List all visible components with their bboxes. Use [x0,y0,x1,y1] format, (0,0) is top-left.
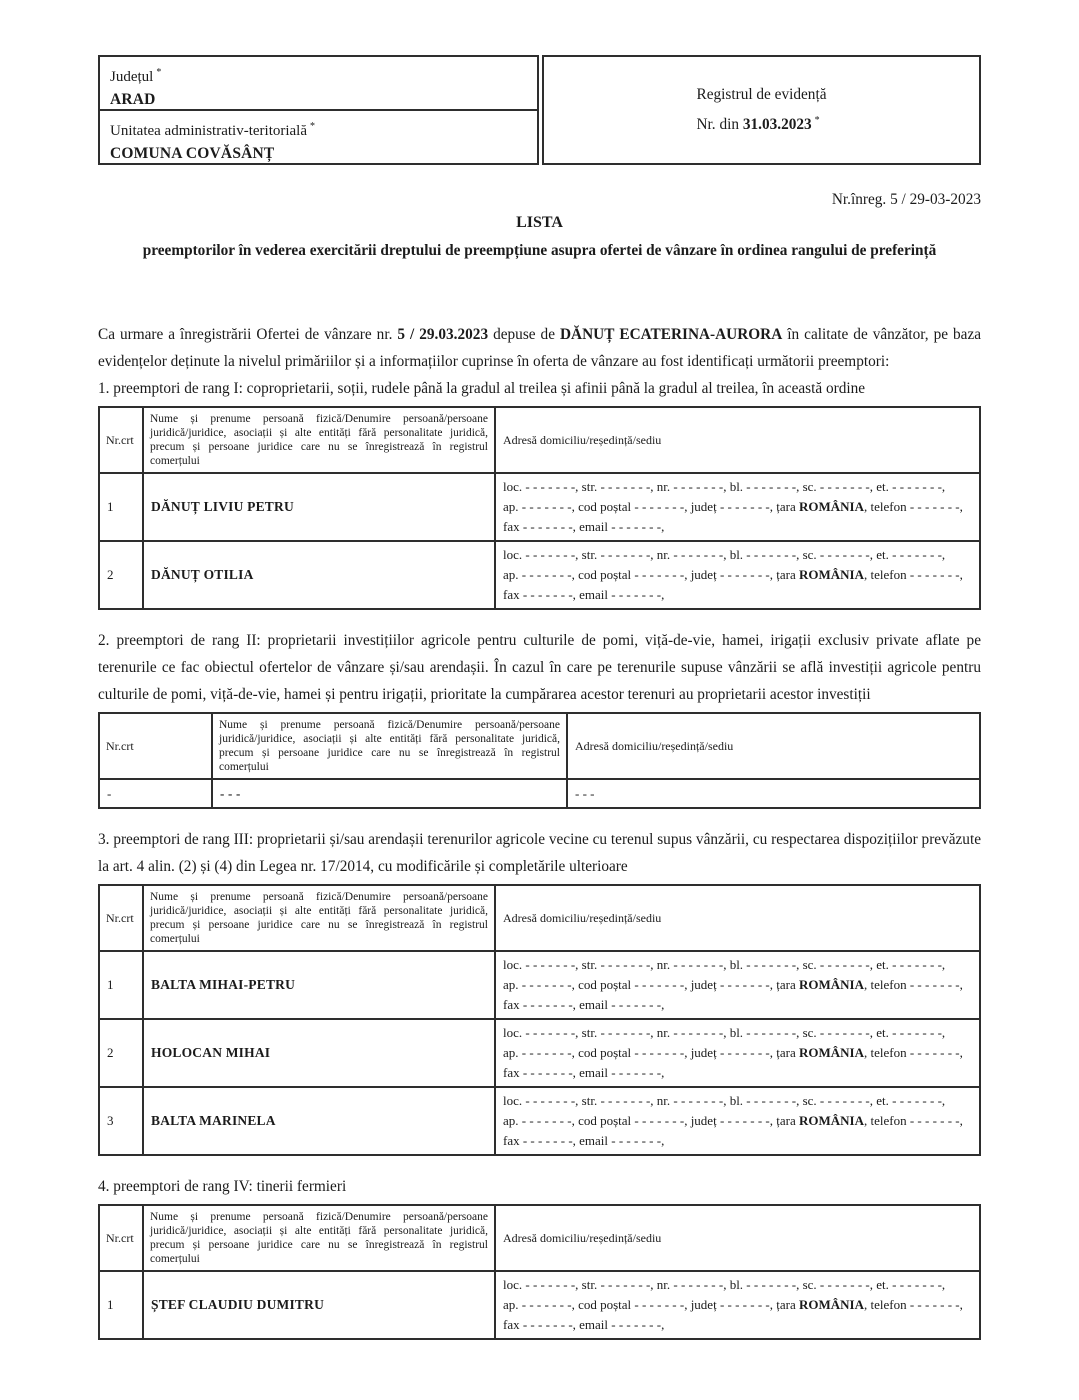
col-header-name: Nume și prenume persoană fizică/Denumire persoană/persoane juridică/juridice, asociații și alte entități fără personalitate juridică, precum și persoane juridice care nu se înregistrează în registrul comerțului [143,407,495,473]
header-left-column [98,55,539,165]
offer-number: 5 / 29.03.2023 [397,326,489,343]
uat-label: Unitatea administrativ-teritorială [110,123,308,139]
address-line-2 [503,1043,975,1063]
table-header-row [99,713,980,779]
name-cell: BALTA MIHAI-PETRU [143,951,495,1019]
row-number-cell: 2 [99,541,143,609]
name-cell: ȘTEF CLAUDIU DUMITRU [143,1271,495,1339]
page-title: LISTA [516,214,563,231]
table-row [99,1019,980,1087]
rank2-table [98,712,981,809]
address-text: ap. - - - - - - -, cod poștal - - - - - - -, județ - - - - - - -, țara [503,977,799,992]
address-cell [495,473,980,541]
address-line-3 [503,1315,975,1335]
section-rank4-heading: 4. preemptori de rang IV: tinerii fermieri [98,1178,347,1195]
address-text: fax - - - - - - -, email - - - - - - -, [503,1065,665,1080]
col-header-address: Adresă domiciliu/reședință/sediu [495,885,980,951]
uat-value: COMUNA COVĂSÂNȚ [110,145,275,162]
table-row [99,951,980,1019]
rank4-table [98,1204,981,1340]
address-cell [495,1087,980,1155]
row-number-cell: 1 [99,1271,143,1339]
address-text: fax - - - - - - -, email - - - - - - -, [503,1133,665,1148]
address-text: ap. - - - - - - -, cod poștal - - - - - - -, județ - - - - - - -, țara [503,567,799,582]
intro-text-2: depuse de [488,326,560,343]
table-row [99,473,980,541]
address-text: ap. - - - - - - -, cod poștal - - - - - - -, județ - - - - - - -, țara [503,1297,799,1312]
address-text: , telefon - - - - - - -, [863,1113,963,1128]
address-line-1 [503,1091,975,1111]
address-text: loc. - - - - - - -, str. - - - - - - -, nr. - - - - - - -, bl. - - - - - - -, sc. - - - - - - -, et. - - - - - - -, [503,1093,946,1108]
name-cell: DĂNUȚ LIVIU PETRU [143,473,495,541]
address-text: ap. - - - - - - -, cod poștal - - - - - - -, județ - - - - - - -, țara [503,1113,799,1128]
country-name: ROMÂNIA [798,499,864,514]
county-cell [98,55,539,111]
row-number-cell: - [99,779,212,808]
col-header-nr: Nr.crt [99,1205,143,1271]
address-line-2 [503,1111,975,1131]
asterisk-icon: * [310,121,316,132]
country-name: ROMÂNIA [798,1045,864,1060]
asterisk-icon: * [814,114,820,126]
registration-number: Nr.înreg. 5 / 29-03-2023 [831,191,981,208]
name-cell: - - - [212,779,567,808]
registry-date: 31.03.2023 [742,116,812,134]
col-header-name: Nume și prenume persoană fizică/Denumire persoană/persoane juridică/juridice, asociații și alte entități fără personalitate juridică, precum și persoane juridice care nu se înregistrează în registrul comerțului [143,1205,495,1271]
address-line-3 [503,995,975,1015]
address-text: , telefon - - - - - - -, [863,499,963,514]
address-line-2 [503,565,975,585]
address-line-1 [503,477,975,497]
address-line-1 [503,1023,975,1043]
col-header-nr: Nr.crt [99,713,212,779]
country-name: ROMÂNIA [798,1297,864,1312]
col-header-address: Adresă domiciliu/reședință/sediu [567,713,980,779]
address-text: , telefon - - - - - - -, [863,1297,963,1312]
address-cell [495,951,980,1019]
address-text: ap. - - - - - - -, cod poștal - - - - - - -, județ - - - - - - -, țara [503,1045,799,1060]
county-value: ARAD [110,91,156,108]
table-header-row [99,407,980,473]
col-header-nr: Nr.crt [99,885,143,951]
registry-title: Registrul de evidență [696,85,827,103]
intro-text-3: în calitate de vânzător, pe baza evidențelor deținute la nivelul primăriilor și a informațiilor cuprinse în oferta de vânzare au fost identificați următorii preemptori: [98,326,982,370]
registry-block [697,82,827,138]
row-number-cell: 1 [99,473,143,541]
section-rank3-heading: 3. preemptori de rang III: proprietarii și/sau arendașii terenurilor agricole vecine cu terenul supus vânzării, cu respectarea dispozițiilor prevăzute la art. 4 alin. (2) și (4) din Legea nr. 17/2014, cu modificările și completările ulterioare [98,831,981,875]
county-label: Județul [110,69,154,85]
address-text: , telefon - - - - - - -, [863,1045,963,1060]
row-number-cell: 1 [99,951,143,1019]
address-line-1 [503,545,975,565]
row-number-cell: 2 [99,1019,143,1087]
address-cell [495,541,980,609]
document-content [98,0,981,1340]
address-text: loc. - - - - - - -, str. - - - - - - -, nr. - - - - - - -, bl. - - - - - - -, sc. - - - - - - -, et. - - - - - - -, [503,479,946,494]
col-header-nr: Nr.crt [99,407,143,473]
table-row [99,1271,980,1339]
rank3-table [98,884,981,1156]
col-header-address: Adresă domiciliu/reședință/sediu [495,407,980,473]
table-header-row [99,885,980,951]
intro-paragraph [98,321,981,375]
asterisk-icon: * [156,67,162,78]
address-text: fax - - - - - - -, email - - - - - - -, [503,519,665,534]
address-cell [495,1271,980,1339]
address-line-2 [503,1295,975,1315]
address-text: , telefon - - - - - - -, [863,977,963,992]
address-text: ap. - - - - - - -, cod poștal - - - - - - -, județ - - - - - - -, țara [503,499,799,514]
uat-label-line [110,116,527,142]
address-line-2 [503,975,975,995]
uat-cell [98,109,539,165]
address-line-3 [503,517,975,537]
address-text: loc. - - - - - - -, str. - - - - - - -, nr. - - - - - - -, bl. - - - - - - -, sc. - - - - - - -, et. - - - - - - -, [503,957,946,972]
seller-name: DĂNUȚ ECATERINA-AURORA [560,326,783,343]
registry-cell [542,55,981,165]
intro-text-1: Ca urmare a înregistrării Ofertei de vânzare nr. [98,326,398,343]
col-header-address: Adresă domiciliu/reședință/sediu [495,1205,980,1271]
address-line-3 [503,585,975,605]
address-text: loc. - - - - - - -, str. - - - - - - -, nr. - - - - - - -, bl. - - - - - - -, sc. - - - - - - -, et. - - - - - - -, [503,1025,946,1040]
table-row [99,779,980,808]
address-line-1 [503,955,975,975]
name-cell: BALTA MARINELA [143,1087,495,1155]
address-line-2 [503,497,975,517]
address-text: loc. - - - - - - -, str. - - - - - - -, nr. - - - - - - -, bl. - - - - - - -, sc. - - - - - - -, et. - - - - - - -, [503,1277,946,1292]
address-text: loc. - - - - - - -, str. - - - - - - -, nr. - - - - - - -, bl. - - - - - - -, sc. - - - - - - -, et. - - - - - - -, [503,547,946,562]
address-cell [495,1019,980,1087]
col-header-name: Nume și prenume persoană fizică/Denumire persoană/persoane juridică/juridice, asociații și alte entități fără personalitate juridică, precum și persoane juridice care nu se înregistrează în registrul comerțului [143,885,495,951]
name-cell: HOLOCAN MIHAI [143,1019,495,1087]
col-header-name: Nume și prenume persoană fizică/Denumire persoană/persoane juridică/juridice, asociații și alte entități fără personalitate juridică, precum și persoane juridice care nu se înregistrează în registrul comerțului [212,713,567,779]
country-name: ROMÂNIA [798,1113,864,1128]
table-header-row [99,1205,980,1271]
rank1-table [98,406,981,610]
registry-number-line [697,108,827,138]
country-name: ROMÂNIA [798,977,864,992]
page-subtitle: preemptorilor în vederea exercitării dreptului de preempțiune asupra ofertei de vânzare în ordinea rangului de preferință [142,242,937,259]
row-number-cell: 3 [99,1087,143,1155]
address-text: fax - - - - - - -, email - - - - - - -, [503,587,665,602]
section-rank1-heading: 1. preemptori de rang I: coproprietarii, soții, rudele până la gradul al treilea și afinii până la gradul al treilea, în această ordine [98,380,866,397]
address-text: fax - - - - - - -, email - - - - - - -, [503,1317,665,1332]
registry-no-label: Nr. din [696,116,743,134]
address-line-3 [503,1063,975,1083]
table-row [99,1087,980,1155]
name-cell: DĂNUȚ OTILIA [143,541,495,609]
country-name: ROMÂNIA [798,567,864,582]
address-line-3 [503,1131,975,1151]
address-cell: - - - [567,779,980,808]
address-text: fax - - - - - - -, email - - - - - - -, [503,997,665,1012]
county-label-line [110,62,527,88]
header-box [98,55,981,165]
address-text: , telefon - - - - - - -, [863,567,963,582]
address-line-1 [503,1275,975,1295]
section-rank2-heading: 2. preemptori de rang II: proprietarii investițiilor agricole pentru culturile de pomi, viță-de-vie, hamei, irigații exclusiv private aflate pe terenurile ce fac obiectul ofertelor de vânzare și/sau arendașii. În cazul în care pe terenurile supuse vânzării se află investiții agricole pentru culturile de pomi, viță-de-vie, hamei și pentru irigații, prioritate la cumpărarea acestor terenuri au proprietarii acestor investiții [98,632,981,703]
table-row [99,541,980,609]
